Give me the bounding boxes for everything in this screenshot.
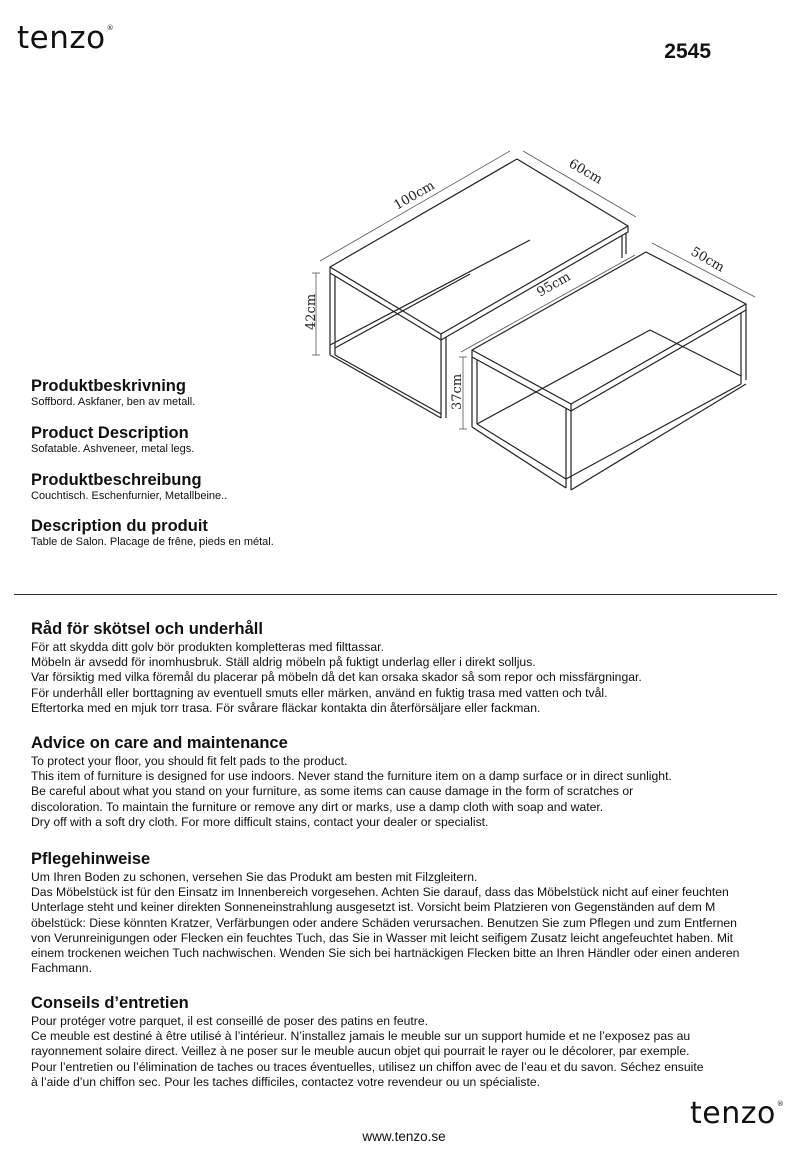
care-line: öbelstück: Diese könnten Kratzer, Verfärbungen oder andere Schäden verursachen. Benutzen Sie zum Pflegen und zum Entfernen [31,915,737,930]
dim-length-small: 95cm [534,269,574,301]
description-text: Table de Salon. Placage de frêne, pieds en métal. [31,536,274,548]
care-line: Dry off with a soft dry cloth. For more difficult stains, contact your dealer or specialist. [31,814,489,829]
model-number: 2545 [664,40,711,63]
description-de [31,470,227,503]
dim-height-large: 42cm [304,293,319,330]
brand-logo-bottom [690,1096,784,1131]
care-section-en [31,734,791,830]
care-line: à l’aide d’un chiffon sec. Pour les taches difficiles, contactez votre revendeur ou un spécialiste. [31,1074,541,1089]
description-text: Soffbord. Askfaner, ben av metall. [31,396,196,408]
dim-depth-large: 60cm [566,156,605,188]
large-table [330,159,628,418]
small-table [472,252,746,490]
care-line: Pour l’entretien ou l’élimination de taches ou traces éventuelles, utilisez un chiffon avec de l’eau et du savon. Séchez ensuite [31,1059,704,1074]
care-line: För att skydda ditt golv bör produkten kompletteras med filttassar. [31,640,384,654]
care-title: Pflegehinweise [31,850,151,868]
care-line: Das Möbelstück ist für den Einsatz im Innenbereich vorgesehen. Achten Sie darauf, dass das Möbelstück nicht auf einer feuchten [31,885,729,900]
care-section-sv [31,620,791,716]
registered-mark: ® [776,1100,785,1108]
care-line: Ce meuble est destiné à être utilisé à l’intérieur. N’installez jamais le meuble sur un support humide et ne l’exposez pas au [31,1029,691,1044]
description-sv [31,376,195,409]
registered-mark: ® [106,24,115,32]
description-title: Produktbeskrivning [31,377,186,395]
care-title: Conseils d’entretien [31,994,189,1012]
care-line: This item of furniture is designed for use indoors. Never stand the furniture item on a damp surface or in direct sunlight. [31,769,672,784]
care-line: För underhåll eller borttagning av eventuell smuts eller märken, använd en fuktig trasa med vatten och tvål. [31,685,608,700]
care-line: To protect your floor, you should fit felt pads to the product. [31,754,348,768]
brand-logo-top [17,20,114,56]
care-line: Be careful about what you stand on your furniture, as some items can cause damage in the form of scratches or [31,784,634,799]
care-title: Advice on care and maintenance [31,734,288,752]
care-line: Var försiktig med vilka föremål du placerar på möbeln då det kan orsaka skador så som repor och missfärgningar. [31,670,642,685]
care-line: Pour protéger votre parquet, il est conseillé de poser des patins en feutre. [31,1014,429,1028]
dim-depth-small: 50cm [688,244,727,276]
description-title: Produktbeschreibung [31,471,202,489]
care-line: Um Ihren Boden zu schonen, versehen Sie das Produkt am besten mit Filzgleitern. [31,870,478,884]
dimension-lines [312,151,755,429]
description-title: Product Description [31,424,189,442]
care-line: Unterlage steht und keiner direkten Sonneneinstrahlung ausgesetzt ist. Vorsicht beim Platzieren von Gegenständen auf dem M [31,900,716,915]
care-title: Råd för skötsel och underhåll [31,620,263,638]
brand-name: tenzo [17,20,106,56]
care-line: von Verunreinigungen oder Flecken ein feuchtes Tuch, das Sie in Wasser mit leicht seifigem Zusatz leicht angefeuchtet haben. Mit [31,930,734,945]
care-line: rayonnement solaire direct. Veillez à ne poser sur le meuble aucun objet qui pourrait le rayer ou le décolorer, par exemple. [31,1044,690,1059]
care-section-fr [31,994,791,1090]
dim-length-large: 100cm [391,178,438,214]
description-text: Sofatable. Ashveneer, metal legs. [31,443,195,455]
description-title: Description du produit [31,517,208,535]
brand-name: tenzo [690,1096,776,1131]
care-line: Möbeln är avsedd för inomhusbruk. Ställ aldrig möbeln på fuktigt underlag eller i direkt solljus. [31,655,536,670]
description-fr [31,516,274,549]
care-line: discoloration. To maintain the furniture or remove any dirt or marks, use a damp cloth with soap and water. [31,799,604,814]
description-en [31,423,194,456]
website-link[interactable]: www.tenzo.se [362,1129,446,1144]
care-line: einem trockenen weichen Tuch nachwischen. Wenden Sie sich bei hartnäckigen Flecken bitte an Ihren Händler oder einen anderen [31,946,740,961]
section-divider [14,594,777,595]
care-section-de [31,850,791,976]
dim-height-small: 37cm [450,373,465,410]
description-text: Couchtisch. Eschenfurnier, Metallbeine.. [31,490,228,502]
table-dimension-drawing [300,140,760,500]
care-line: Eftertorka med en mjuk torr trasa. För svårare fläckar kontakta din återförsäljare eller fackman. [31,700,541,715]
care-line: Fachmann. [31,961,92,976]
